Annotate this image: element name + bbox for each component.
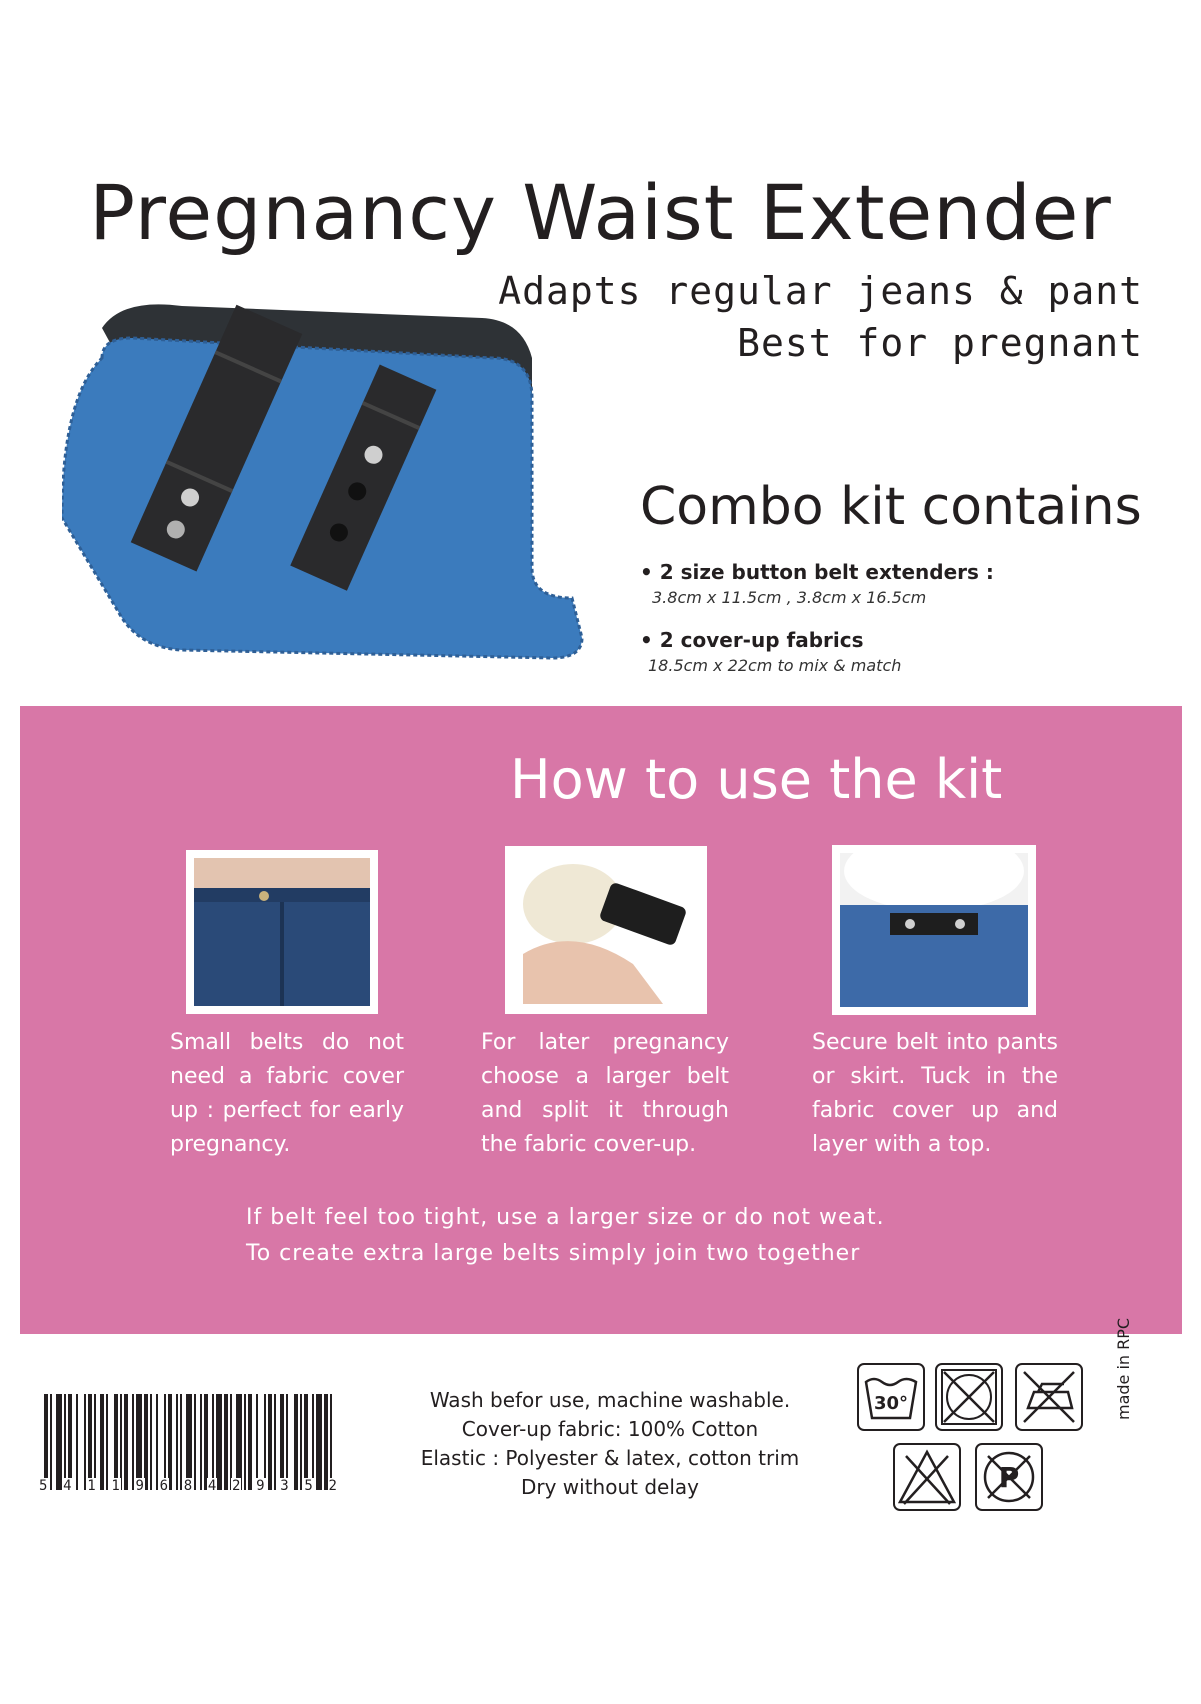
- care-line-dry: Dry without delay: [520, 1475, 699, 1499]
- barcode-bar: [204, 1394, 208, 1490]
- tight-belt-note: If belt feel too tight, use a larger size or do not weat.: [246, 1205, 885, 1230]
- combo-kit-title: Combo kit contains: [640, 477, 1142, 537]
- care-line-fabric: Cover-up fabric: 100% Cotton: [461, 1417, 759, 1441]
- dry-clean-p-icon: [974, 1442, 1044, 1512]
- step-1-text: Small belts do not need a fabric cover up : perfect for early pregnancy.: [170, 1030, 404, 1157]
- barcode-bar: [186, 1394, 192, 1490]
- barcode-digit: 3: [280, 1478, 289, 1494]
- tagline-line-1: Adapts regular jeans & pant: [498, 269, 1143, 313]
- barcode-bar: [84, 1394, 86, 1490]
- kit-item-belt-extenders: • 2 size button belt extenders :: [640, 560, 994, 584]
- barcode-digits: [38, 1478, 338, 1494]
- barcode-digit: 5: [39, 1478, 48, 1494]
- step-1-photo: [186, 850, 378, 1014]
- barcode-bar: [330, 1394, 332, 1490]
- barcode-bar: [132, 1394, 134, 1490]
- barcode-bar: [144, 1394, 148, 1490]
- barcode-bar: [316, 1394, 322, 1490]
- barcode-bar: [124, 1394, 128, 1490]
- barcode-bar: [88, 1394, 92, 1490]
- how-to-title: How to use the kit: [510, 748, 1003, 811]
- step-2-text: For later pregnancy choose a larger belt and split it through the fabric cover-up.: [481, 1030, 729, 1157]
- barcode-bar: [164, 1394, 166, 1490]
- care-line-wash: Wash befor use, machine washable.: [429, 1388, 791, 1412]
- barcode-bar: [280, 1394, 284, 1490]
- barcode-bar: [216, 1394, 222, 1490]
- barcode-bar: [56, 1394, 62, 1490]
- barcode-bar: [248, 1394, 252, 1490]
- barcode-bar: [120, 1394, 122, 1490]
- barcode-bar: [200, 1394, 202, 1490]
- step-3-photo: [832, 845, 1036, 1015]
- barcode-bar: [212, 1394, 214, 1490]
- barcode-bar: [136, 1394, 142, 1490]
- barcode-digit: 4: [63, 1478, 72, 1494]
- barcode-bar: [274, 1394, 276, 1490]
- barcode-digit: 9: [135, 1478, 144, 1494]
- barcode-bar: [94, 1394, 96, 1490]
- barcode-bar: [312, 1394, 314, 1490]
- kit-item-cover-fabrics-detail: 18.5cm x 22cm to mix & match: [648, 656, 902, 675]
- barcode-bar: [244, 1394, 246, 1490]
- tagline-line-2: Best for pregnant: [737, 321, 1143, 365]
- barcode-bar: [68, 1394, 72, 1490]
- barcode-bar: [106, 1394, 108, 1490]
- barcode-digit: 5: [304, 1478, 313, 1494]
- no-iron-icon: [1014, 1362, 1084, 1432]
- barcode-bar: [264, 1394, 266, 1490]
- extra-large-note: To create extra large belts simply join two together: [246, 1241, 861, 1266]
- barcode-bar: [300, 1394, 302, 1490]
- barcode-bar: [236, 1394, 242, 1490]
- step-3-text: Secure belt into pants or skirt. Tuck in the fabric cover up and layer with a top.: [812, 1030, 1058, 1157]
- barcode-bar: [76, 1394, 78, 1490]
- barcode-digit: 9: [256, 1478, 265, 1494]
- barcode-bar: [230, 1394, 232, 1490]
- barcode-bar: [44, 1394, 48, 1490]
- wash-30-icon: [856, 1362, 926, 1432]
- barcode-bar: [176, 1394, 178, 1490]
- barcode-digit: 2: [328, 1478, 337, 1494]
- barcode-digit: 4: [207, 1478, 217, 1494]
- dry-clean-letter: P: [998, 1461, 1020, 1494]
- barcode-bar: [180, 1394, 182, 1490]
- barcode-bar: [304, 1394, 308, 1490]
- barcode-bar: [150, 1394, 152, 1490]
- barcode-bar: [64, 1394, 66, 1490]
- barcode-bar: [256, 1394, 258, 1490]
- wash-temp-label: 30°: [873, 1393, 909, 1414]
- kit-item-belt-extenders-detail: 3.8cm x 11.5cm , 3.8cm x 16.5cm: [652, 588, 927, 607]
- barcode-bar: [168, 1394, 172, 1490]
- barcode-bar: [324, 1394, 328, 1490]
- barcode-bar: [50, 1394, 52, 1490]
- barcode-bar: [114, 1394, 118, 1490]
- barcode-bar: [156, 1394, 158, 1490]
- product-photo: [62, 298, 602, 670]
- step-2-photo: [505, 846, 707, 1014]
- care-line-elastic: Elastic : Polyester & latex, cotton trim: [420, 1446, 800, 1470]
- page-title: Pregnancy Waist Extender: [89, 168, 1112, 257]
- barcode-digit: 1: [87, 1478, 96, 1494]
- barcode-bar: [268, 1394, 272, 1490]
- barcode-bar: [224, 1394, 228, 1490]
- barcode-digit: 8: [183, 1478, 193, 1494]
- barcode-bar: [286, 1394, 288, 1490]
- no-tumble-dry-icon: [934, 1362, 1004, 1432]
- no-bleach-icon: [892, 1442, 962, 1512]
- barcode-digit: 6: [159, 1478, 169, 1494]
- barcode-bar: [100, 1394, 104, 1490]
- barcode-bar: [294, 1394, 298, 1490]
- made-in-label: made in RPC: [1114, 1317, 1133, 1420]
- barcode-digit: 1: [111, 1478, 120, 1494]
- barcode-digit: 2: [232, 1478, 241, 1494]
- barcode-bar: [194, 1394, 196, 1490]
- kit-item-cover-fabrics: • 2 cover-up fabrics: [640, 628, 864, 652]
